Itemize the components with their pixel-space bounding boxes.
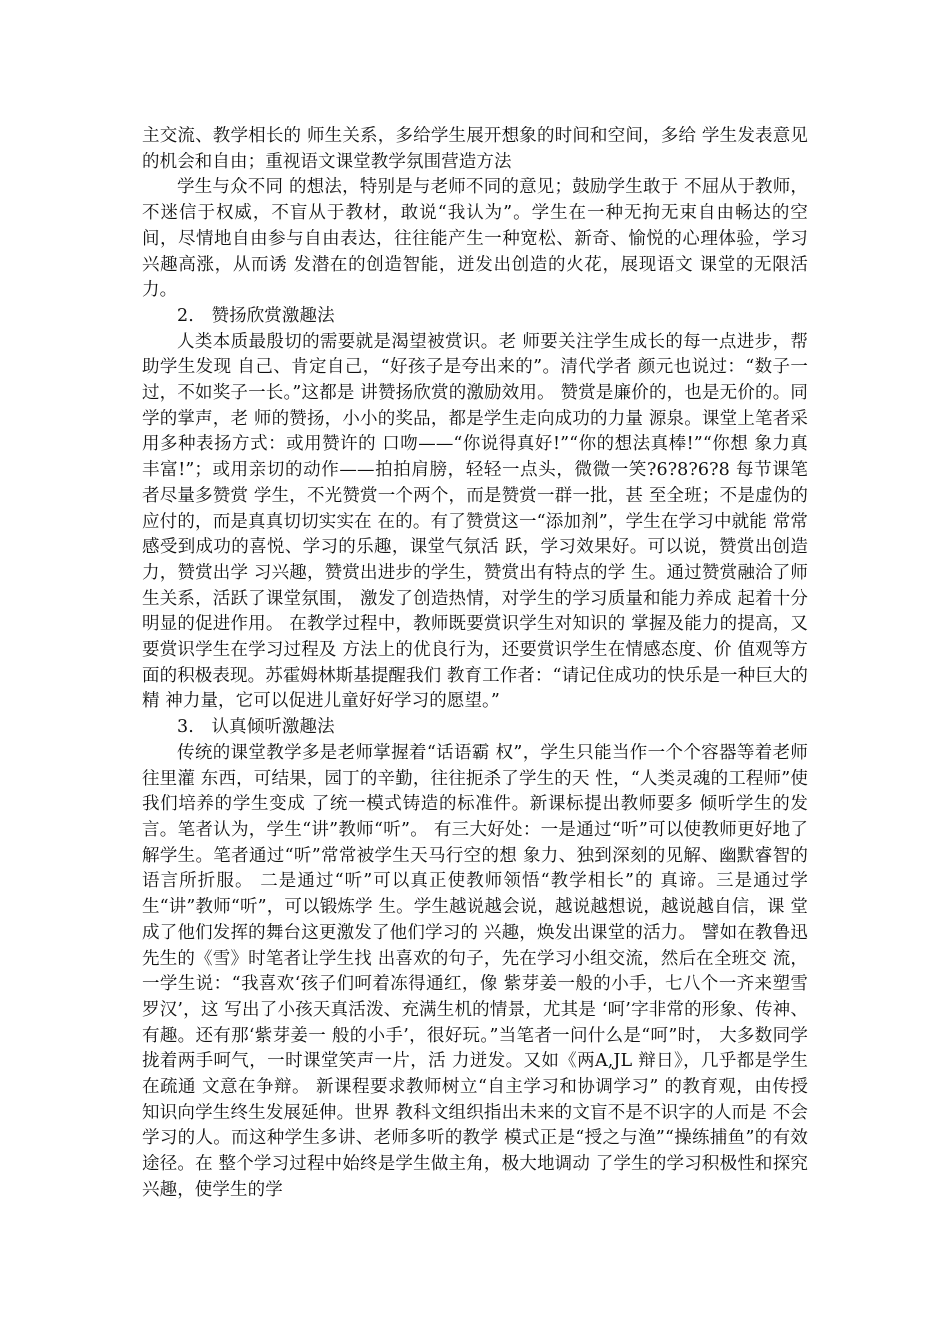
paragraph-3: 人类本质最殷切的需要就是渴望被赏识。老 师要关注学生成长的每一点进步，帮助学生发现 自己、肯定自己，“好孩子是夸出来的”。清代学者 颜元也说过：“数子一过，不如奖子一长。”这都是 讲赞扬欣赏的激励效用。 赞赏是廉价的，也是无价的。同学的掌声，老 师的赞扬，小小的奖品，都是学生走向成功的力量 源泉。课堂上笔者采用多种表扬方式：或用赞许的 口吻——“你说得真好!”“你的想法真棒!”“你想 象力真丰富!”；或用亲切的动作——拍拍肩膀，轻轻一点头，微微一笑?6?8?6?8 每节课笔者尽量多赞赏 学生，不光赞赏一个两个，而是赞赏一群一批，甚 至全班；不是虚伪的应付的，而是真真切切实实在 在的。有了赞赏这一“添加剂”，学生在学习中就能 常常感受到成功的喜悦、学习的乐趣，课堂气氛活 跃，学习效果好。可以说，赞赏出创造力，赞赏出学 习兴趣，赞赏出进步的学生，赞赏出有特点的学 生。通过赞赏融洽了师生关系，活跃了课堂氛围， 激发了创造热情，对学生的学习质量和能力养成 起着十分明显的促进作用。 在教学过程中，教师既要赏识学生对知识的 掌握及能力的提高，又要赏识学生在学习过程及 方法上的优良行为，还要赏识学生在情感态度、价 值观等方面的积极表现。苏霍姆林斯基提醒我们 教育工作者：“请记住成功的快乐是一种巨大的精 神力量，它可以促进儿童好好学习的愿望。” <box>142 331 808 712</box>
paragraph-2: 学生与众不同 的想法，特别是与老师不同的意见；鼓励学生敢于 不屈从于教师，不迷信于权威，不盲从于教材，敢说“我认为”。学生在一种无拘无束自由畅达的空 间，尽情地自由参与自由表达，往往能产生一种宽松、新奇、愉悦的心理体验，学习兴趣高涨，从而诱 发潜在的创造智能，迸发出创造的火花，展现语文 课堂的无限活力。 <box>142 177 808 301</box>
paragraph-1: 主交流、教学相长的 师生关系，多给学生展开想象的时间和空间，多给 学生发表意见的机会和自由；重视语文课堂教学氛围营造方法 <box>142 126 808 172</box>
paragraph-4: 传统的课堂教学多是老师掌握着“话语霸 权”，学生只能当作一个个容器等着老师往里灌 东西，可结果，园丁的辛勤，往往扼杀了学生的天 性，“人类灵魂的工程师”使我们培养的学生变成 了统一模式铸造的标准件。新课标提出教师要多 倾听学生的发言。笔者认为，学生“讲”教师“听”。 有三大好处：一是通过“听”可以使教师更好地了 解学生。笔者通过“听”常常被学生天马行空的想 象力、独到深刻的见解、幽默睿智的语言所折服。 二是通过“听”可以真正使教师领悟“教学相长”的 真谛。三是通过学生“讲”教师“听”，可以锻炼学 生。学生越说越会说，越说越想说，越说越自信，课 堂成了他们发挥的舞台这更激发了他们学习的 兴趣，焕发出课堂的活力。 譬如在教鲁迅先生的《雪》时笔者让学生找 出喜欢的句子，先在学习小组交流，然后在全班交 流，一学生说：“我喜欢‘孩子们呵着冻得通红，像 紫芽姜一般的小手，七八个一齐来塑雪罗汉’，这 写出了小孩天真活泼、充满生机的情景，尤其是 ‘呵’字非常的形象、传神、有趣。还有那‘紫芽姜一 般的小手’，很好玩。”当笔者一问什么是“呵”时， 大多数同学拢着两手呵气，一时课堂笑声一片，活 力迸发。又如《两A,JL 辩日》，几乎都是学生在疏通 文意在争辩。 新课程要求教师树立“自主学习和协调学习” 的教育观，由传授知识向学生终生发展延伸。世界 教科文组织指出未来的文盲不是不识字的人而是 不会学习的人。而这种学生多讲、老师多听的教学 模式正是“授之与渔”“操练捕鱼”的有效途径。在 整个学习过程中始终是学生做主角，极大地调动 了学生的学习积极性和探究兴趣，使学生的学 <box>142 742 808 1200</box>
document-page <box>142 124 808 1204</box>
section-heading-3: 3. 认真倾听激趣法 <box>177 717 335 738</box>
section-heading-2: 2. 赞扬欣赏激趣法 <box>177 305 335 326</box>
